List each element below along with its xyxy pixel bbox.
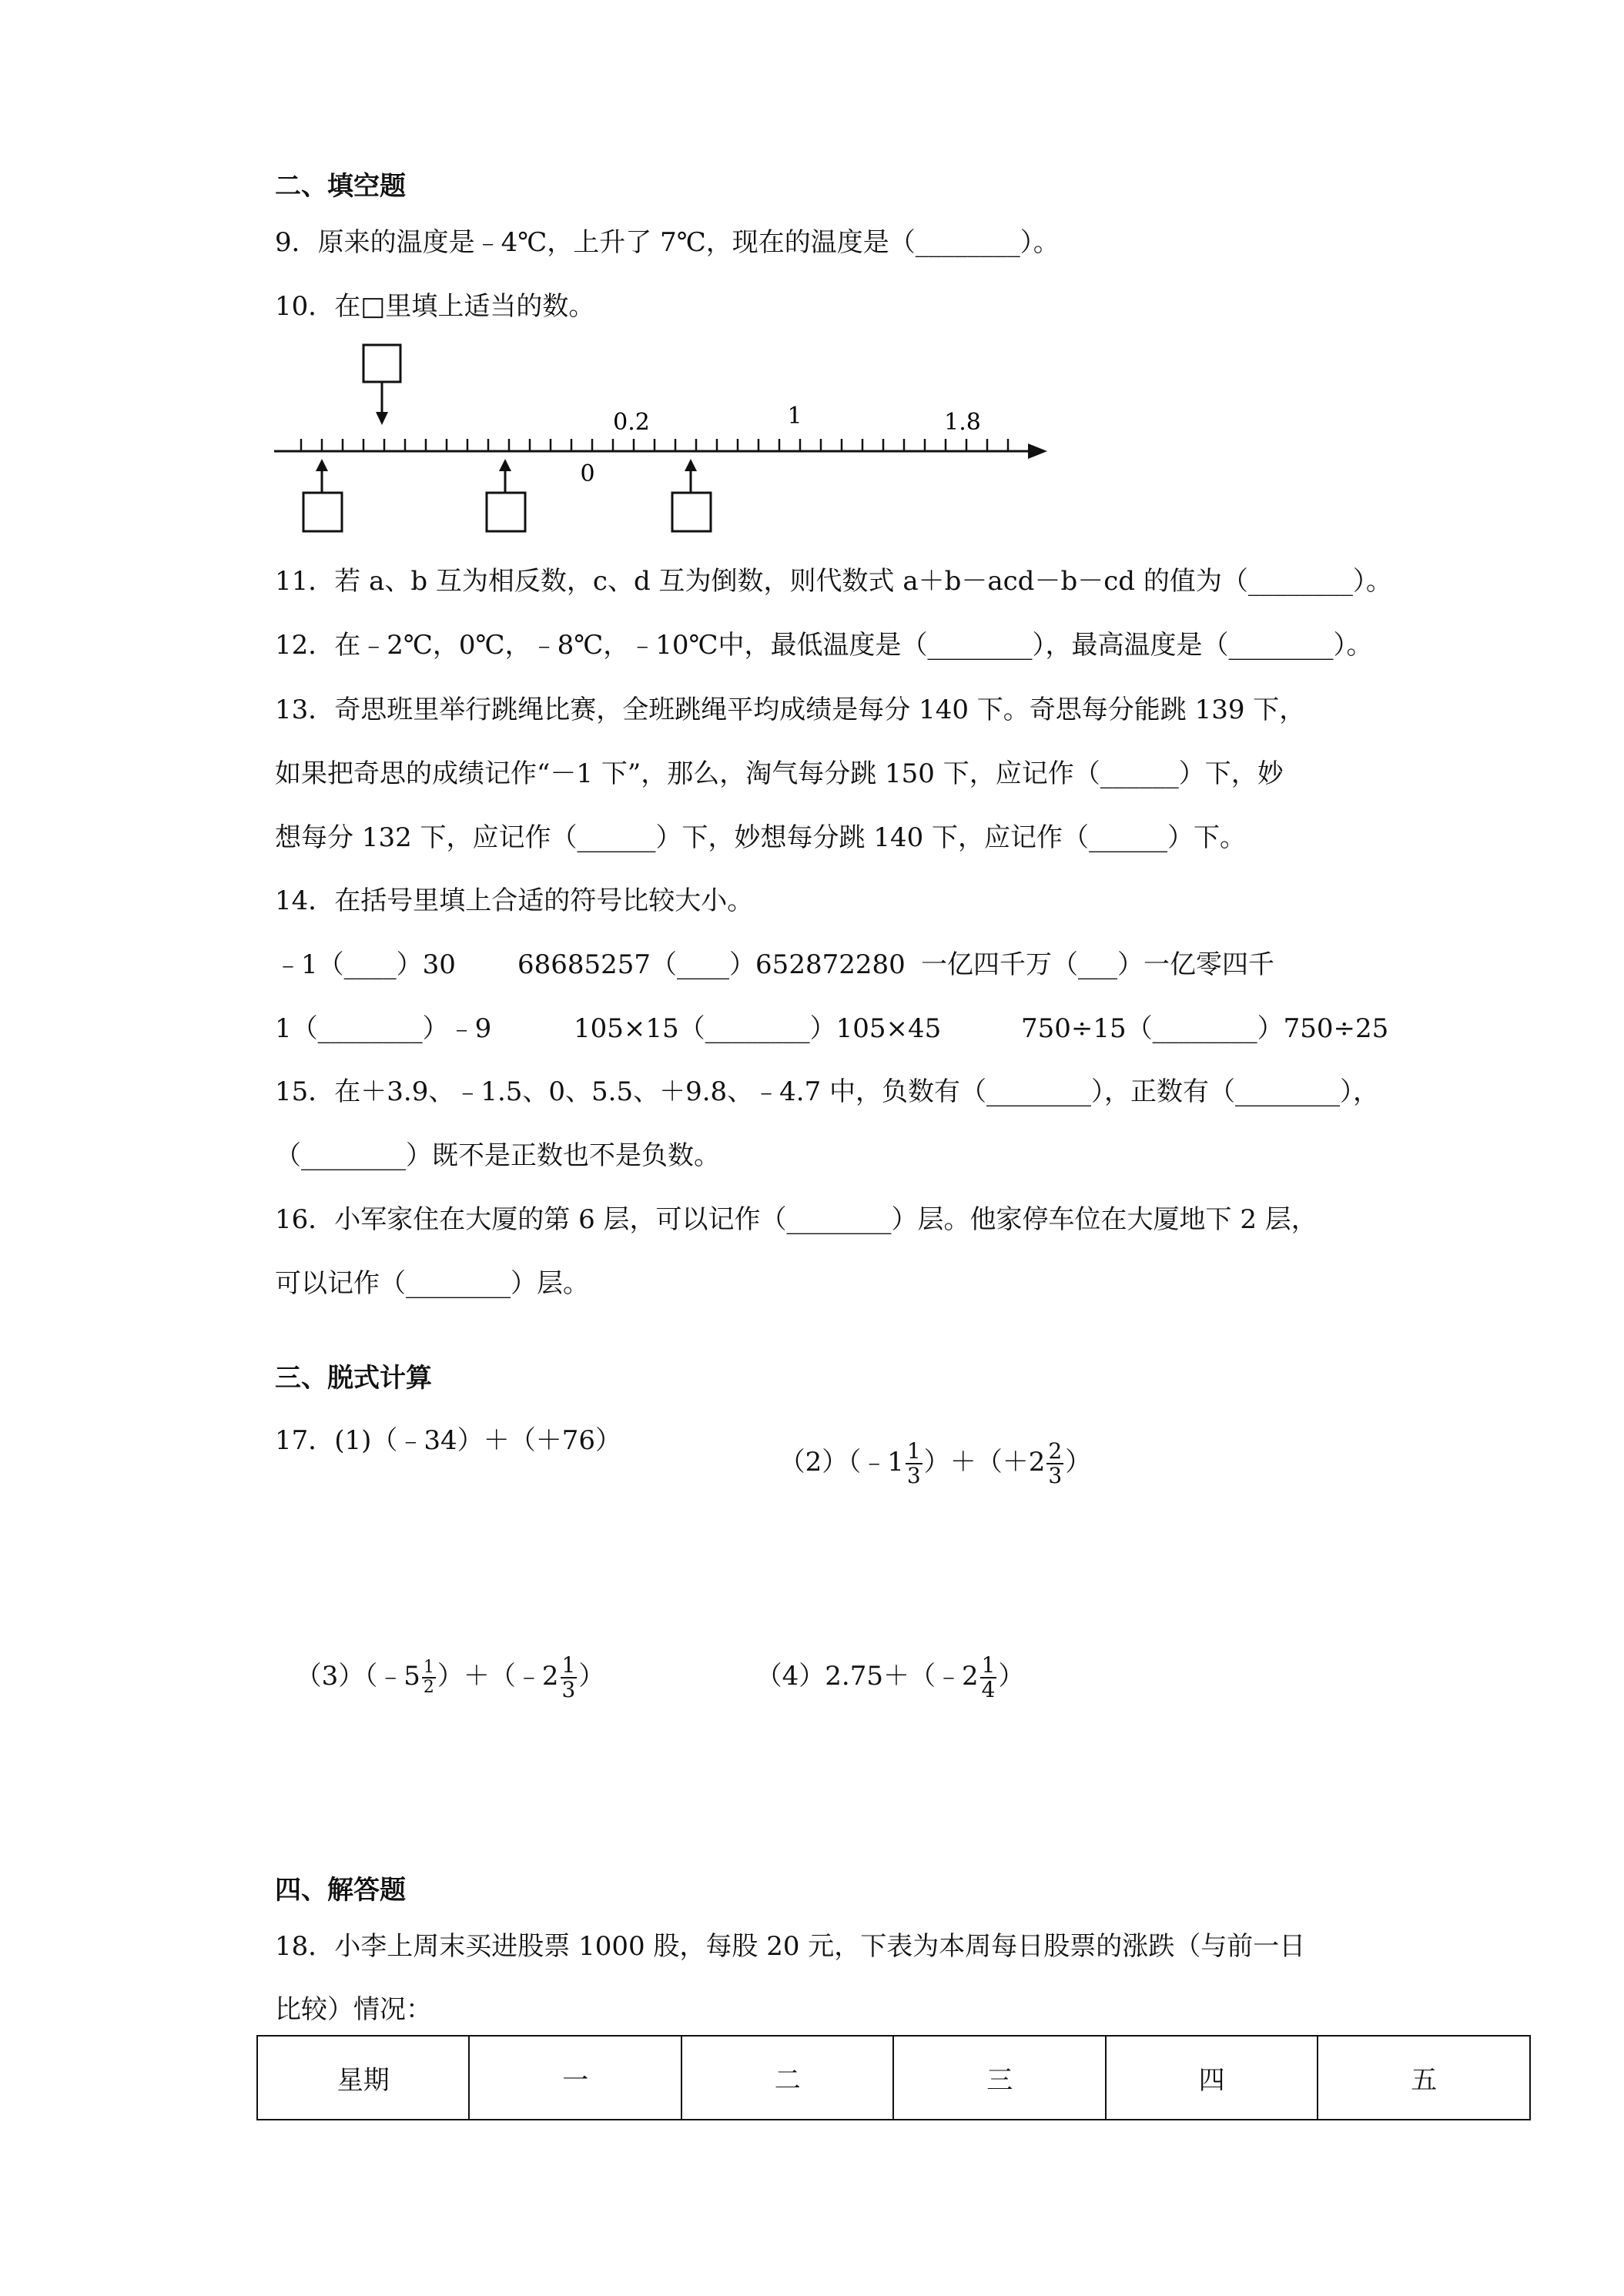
question-17-4: （4）2.75＋（﹣2 $\frac{1}{4}$ ）	[755, 1652, 1025, 1702]
answer-box-bottom-2	[487, 493, 525, 531]
answer-box-bottom-3	[672, 493, 711, 531]
stock-change-table	[256, 2035, 1531, 2120]
table-header-cell: 二	[681, 2036, 893, 2120]
number-line-figure	[270, 339, 1055, 547]
question-16-line-2: 可以记作（________）层。	[275, 1268, 589, 1299]
table-header-cell: 四	[1106, 2036, 1318, 2120]
answer-box-top	[363, 345, 400, 382]
question-11: 11．若 a、b 互为相反数，c、d 互为倒数，则代数式 a＋b－acd－b－cd 的值为（________）。	[275, 566, 1392, 597]
table-header-cell: 三	[893, 2036, 1105, 2120]
section-heading-fill-blank: 二、填空题	[275, 171, 406, 202]
axis-arrowhead	[1028, 443, 1047, 459]
tick-label-0: 0	[580, 460, 595, 487]
axis-ticks	[301, 439, 1008, 451]
section-heading-answer: 四、解答题	[275, 1875, 406, 1906]
question-14-e: 105×15（________）105×45	[574, 1013, 942, 1044]
question-13-line-1: 13．奇思班里举行跳绳比赛，全班跳绳平均成绩是每分 140 下。奇思每分能跳 139 下，	[275, 694, 1306, 725]
tick-label-1: 1	[787, 403, 802, 430]
question-17-1: 17．(1)（﹣34）＋（＋76）	[275, 1425, 621, 1456]
table-header-cell: 星期	[257, 2036, 469, 2120]
question-18-line-1: 18．小李上周末买进股票 1000 股，每股 20 元，下表为本周每日股票的涨跌（与前一日	[275, 1931, 1306, 1962]
question-13-line-3: 想每分 132 下，应记作（______）下，妙想每分跳 140 下，应记作（______）下。	[275, 822, 1247, 853]
question-14: 14．在括号里填上合适的符号比较大小。	[275, 885, 754, 916]
answer-box-bottom-1	[303, 493, 342, 531]
question-14-a: ﹣1（____）30	[275, 949, 456, 980]
question-12: 12．在﹣2℃，0℃，﹣8℃，﹣10℃中，最低温度是（________），最高温度是（________）。	[275, 630, 1373, 661]
question-17-3: （3）（﹣5 $\frac{1}{2}$ ）＋（﹣2 $\frac{1}{3}$ ）	[295, 1652, 605, 1702]
question-14-c: 一亿四千万（___）一亿零四千	[921, 949, 1274, 980]
question-17-2: （2）（﹣1 $\frac{1}{3}$ ）＋（＋2 $\frac{2}{3}$ ）	[779, 1438, 1092, 1488]
fraction-one-third: $\frac{1}{3}$	[561, 1652, 576, 1702]
table-row	[257, 2036, 1530, 2120]
table-header-cell: 五	[1318, 2036, 1530, 2120]
question-15-line-1: 15．在＋3.9、﹣1.5、0、5.5、＋9.8、﹣4.7 中，负数有（________），正数有（________），	[275, 1076, 1380, 1107]
question-18-line-2: 比较）情况：	[275, 1994, 432, 2025]
section-heading-calculation: 三、脱式计算	[275, 1363, 432, 1394]
question-10: 10．在□里填上适当的数。	[275, 291, 595, 322]
question-14-d: 1（________）﹣9	[275, 1013, 492, 1044]
tick-label-0-2: 0.2	[613, 409, 650, 436]
table-header-cell: 一	[469, 2036, 681, 2120]
fraction-two-thirds: $\frac{2}{3}$	[1048, 1438, 1063, 1488]
question-15-line-2: （________）既不是正数也不是负数。	[275, 1140, 720, 1171]
fraction-one-half: $\frac{1}{2}$	[423, 1658, 434, 1697]
question-16-line-1: 16．小军家住在大厦的第 6 层，可以记作（________）层。他家停车位在大厦地下 2 层，	[275, 1204, 1318, 1235]
question-9: 9．原来的温度是﹣4℃，上升了 7℃，现在的温度是（________）。	[275, 227, 1060, 258]
fraction-one-third: $\frac{1}{3}$	[906, 1438, 921, 1488]
question-14-b: 68685257（____）652872280	[517, 949, 906, 980]
tick-label-1-8: 1.8	[944, 409, 981, 436]
fraction-one-quarter: $\frac{1}{4}$	[981, 1652, 996, 1702]
question-13-line-2: 如果把奇思的成绩记作“－1 下”，那么，淘气每分跳 150 下，应记作（______）下，妙	[275, 758, 1284, 789]
question-14-f: 750÷15（________）750÷25	[1021, 1013, 1389, 1044]
